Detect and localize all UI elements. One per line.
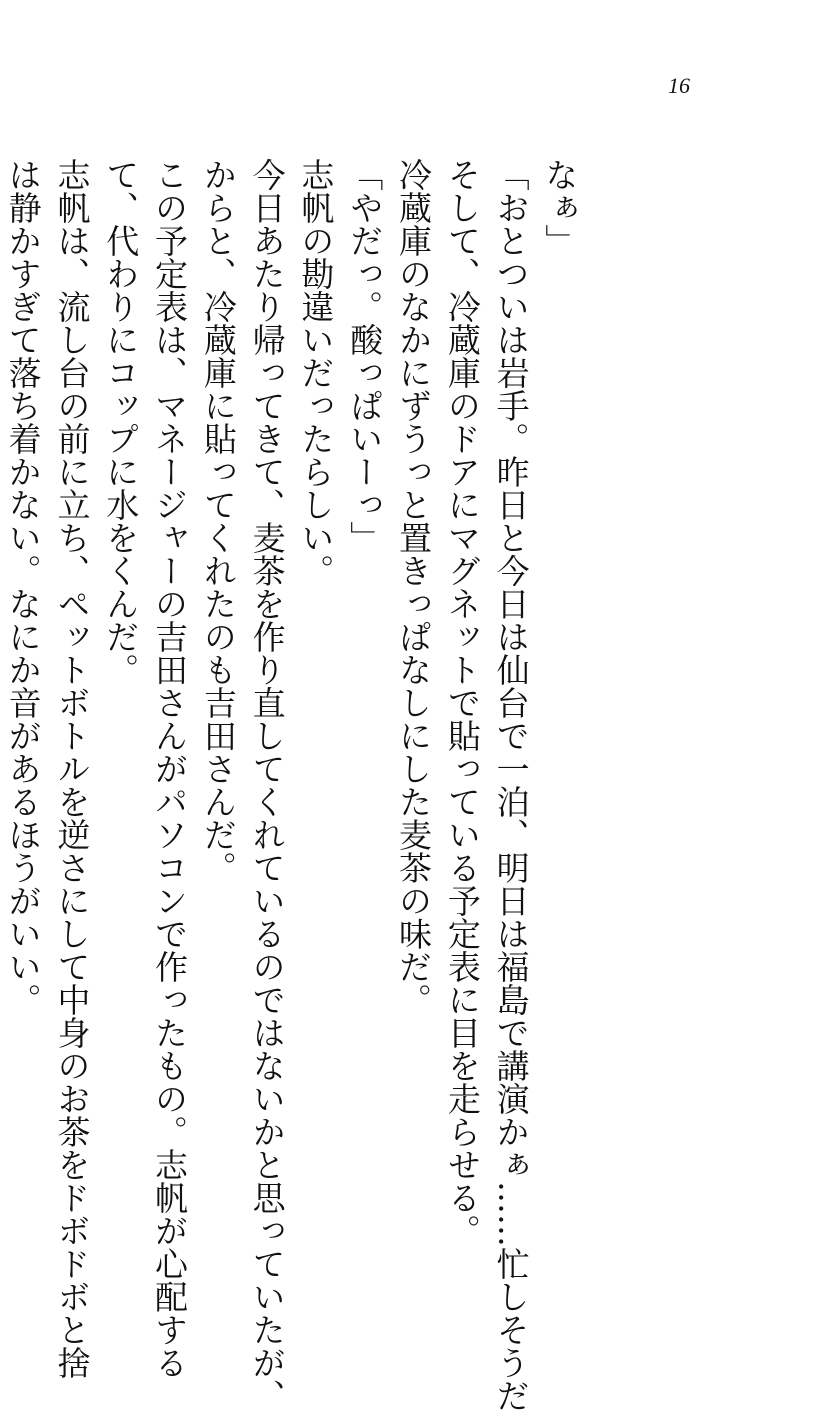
text-line: 志帆の勘違いだったらしい。: [296, 158, 336, 587]
text-line: 冷蔵庫のなかにずうっと置きっぱなしにした麦茶の味だ。: [394, 158, 434, 1016]
text-line: なぁ」: [540, 158, 580, 257]
text-line: 今日あたり帰ってきて、麦茶を作り直してくれているのではないかと思っていたが、: [247, 158, 287, 1412]
text-line: て、代わりにコップに水をくんだ。: [101, 158, 141, 686]
text-line: からと、冷蔵庫に貼ってくれたのも吉田さんだ。: [198, 158, 238, 884]
text-line: 「やだっ。酸っぱいーっ」: [345, 158, 385, 554]
text-line: この予定表は、マネージャーの吉田さんがパソコンで作ったもの。志帆が心配する: [150, 158, 190, 1379]
text-line: は静かすぎて落ち着かない。なにか音があるほうがいい。: [3, 158, 43, 1016]
text-line: そして、冷蔵庫のドアにマグネットで貼っている予定表に目を走らせる。: [442, 158, 482, 1247]
text-line: 志帆は、流し台の前に立ち、ペットボトルを逆さにして中身のお茶をドボドボと捨: [52, 158, 92, 1379]
novel-body-text: [3, 158, 681, 1412]
text-line: 「おとついは岩手。昨日と今日は仙台で一泊、明日は福島で講演かぁ……忙しそうだ: [491, 158, 531, 1412]
page-number: 16: [668, 73, 690, 98]
